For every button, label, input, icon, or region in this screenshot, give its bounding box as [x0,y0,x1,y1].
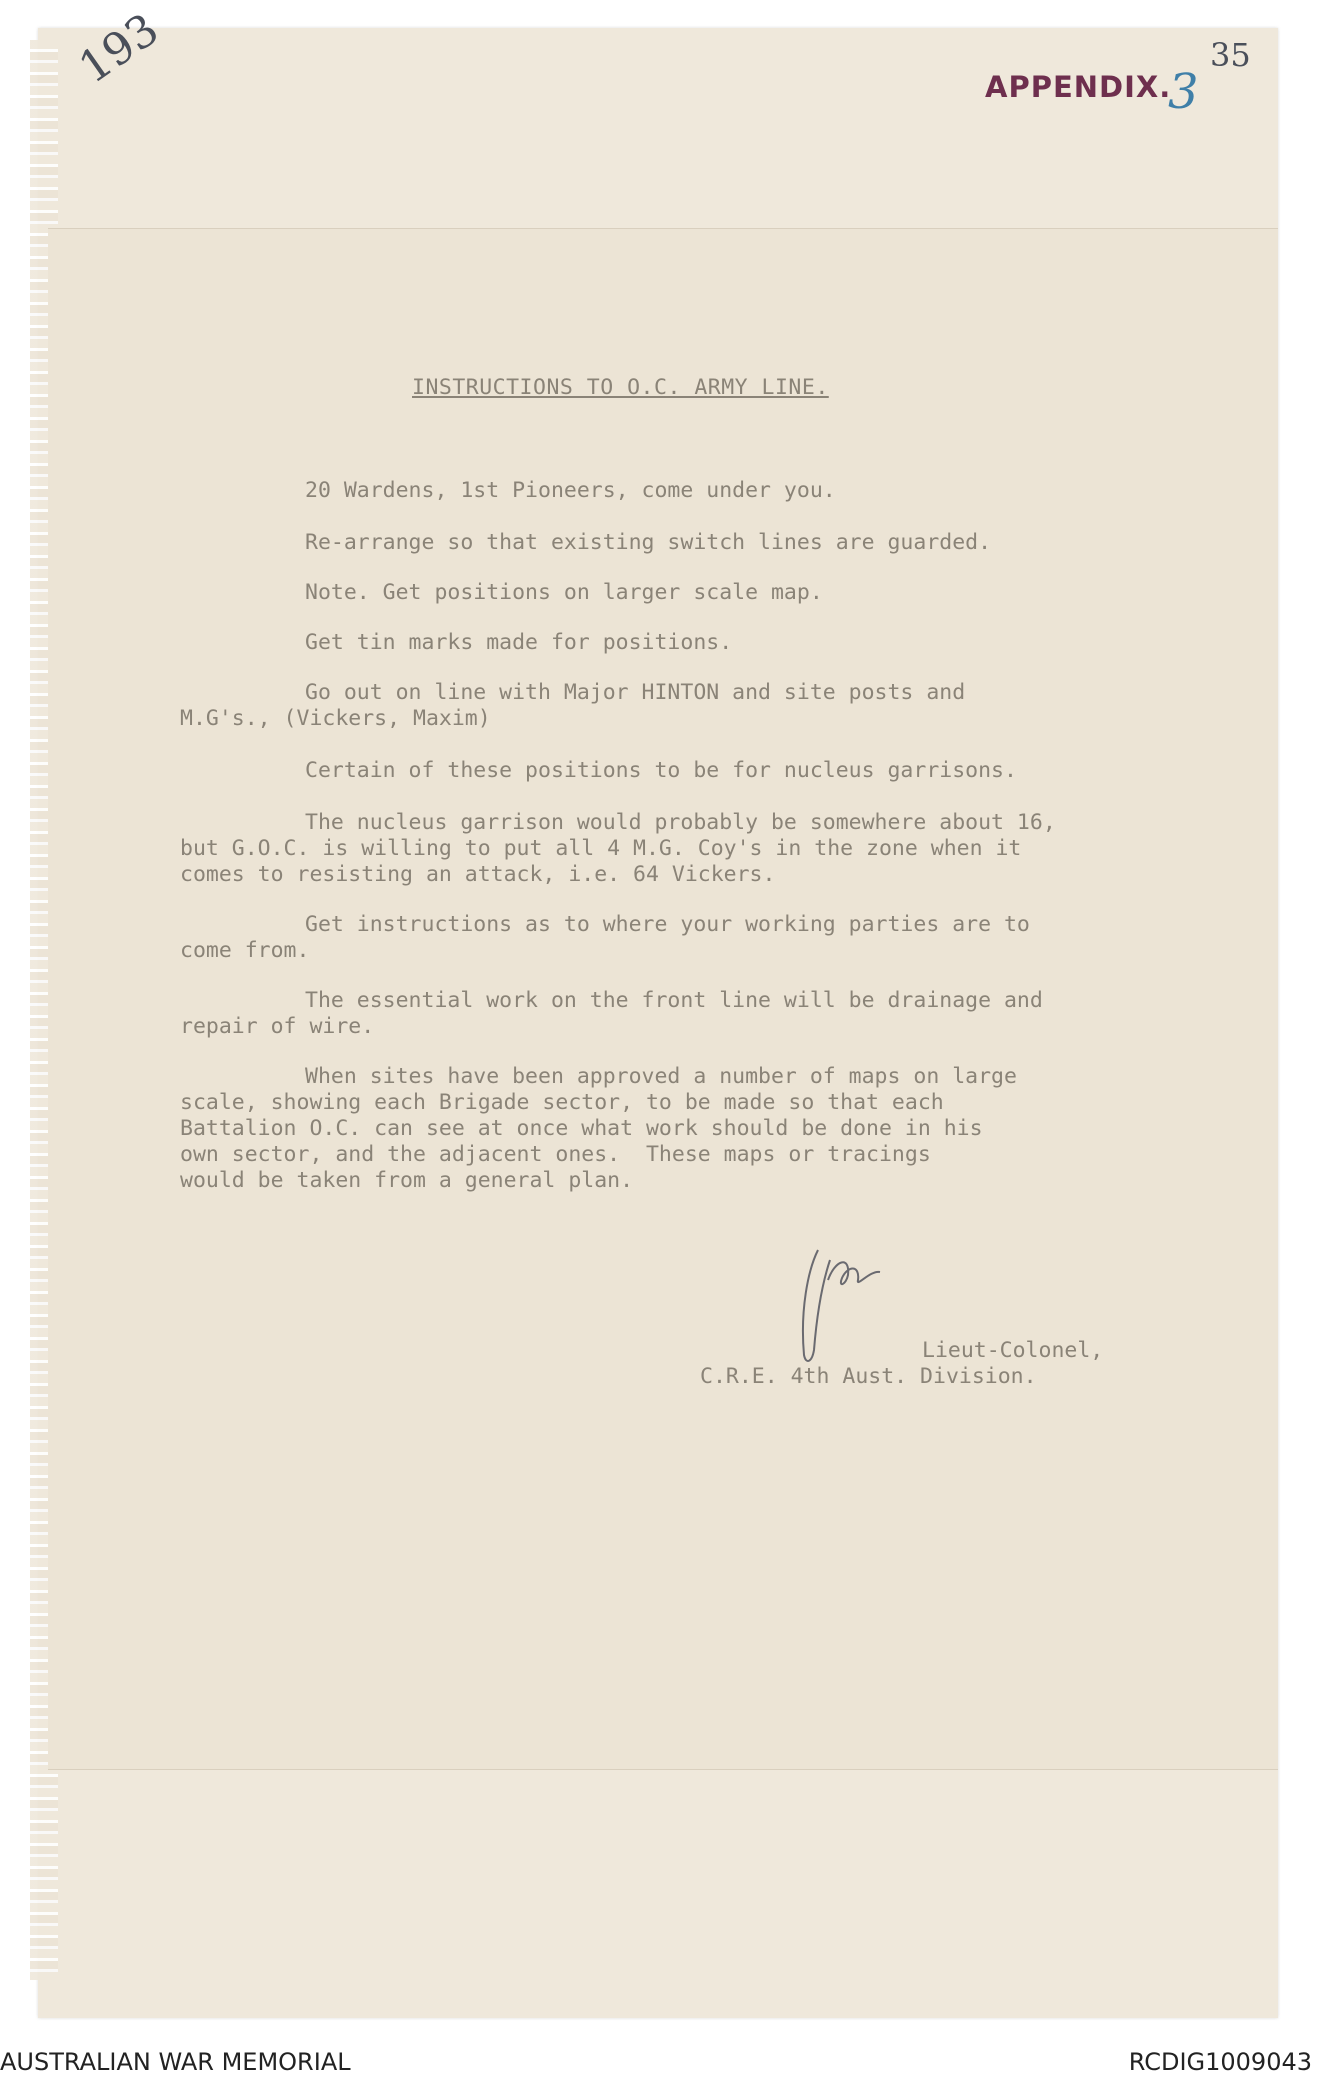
handwritten-signature [790,1230,920,1370]
instruction-line: would be taken from a general plan. [180,1168,634,1193]
page-number: 35 [1210,36,1251,74]
instruction-line: When sites have been approved a number of maps on large [305,1064,1017,1089]
instruction-line: 20 Wardens, 1st Pioneers, come under you. [305,478,836,503]
folio-number: 193 [70,3,169,94]
instruction-line: own sector, and the adjacent ones. These maps or tracings [180,1142,931,1167]
instruction-line: Get instructions as to where your working parties are to [305,912,1030,937]
appendix-stamp: APPENDIX. [985,70,1172,104]
instruction-line: Re-arrange so that existing switch lines are guarded. [305,530,992,555]
instruction-line: repair of wire. [180,1014,375,1039]
instruction-line: Note. Get positions on larger scale map. [305,580,823,605]
instruction-line: The essential work on the front line will be drainage and [305,988,1043,1013]
instruction-line: come from. [180,938,310,963]
instruction-line: but G.O.C. is willing to put all 4 M.G. Coy's in the zone when it [180,836,1022,861]
instruction-line: Get tin marks made for positions. [305,630,733,655]
signature-unit: C.R.E. 4th Aust. Division. [700,1364,1037,1389]
instruction-line: M.G's., (Vickers, Maxim) [180,706,491,731]
instruction-line: Battalion O.C. can see at once what work should be done in his [180,1116,983,1141]
instruction-line: comes to resisting an attack, i.e. 64 Vickers. [180,862,776,887]
document-title: INSTRUCTIONS TO O.C. ARMY LINE. [412,375,829,400]
signature-rank: Lieut-Colonel, [922,1338,1104,1363]
instruction-line: Certain of these positions to be for nucleus garrisons. [305,758,1017,783]
instruction-line: Go out on line with Major HINTON and site posts and [305,680,966,705]
instruction-line: The nucleus garrison would probably be somewhere about 16, [305,810,1056,835]
appendix-number: 3 [1168,64,1199,120]
footer-institution: AUSTRALIAN WAR MEMORIAL [0,2048,351,2076]
footer-reference: RCDIG1009043 [1128,2048,1312,2076]
instruction-line: scale, showing each Brigade sector, to be made so that each [180,1090,944,1115]
